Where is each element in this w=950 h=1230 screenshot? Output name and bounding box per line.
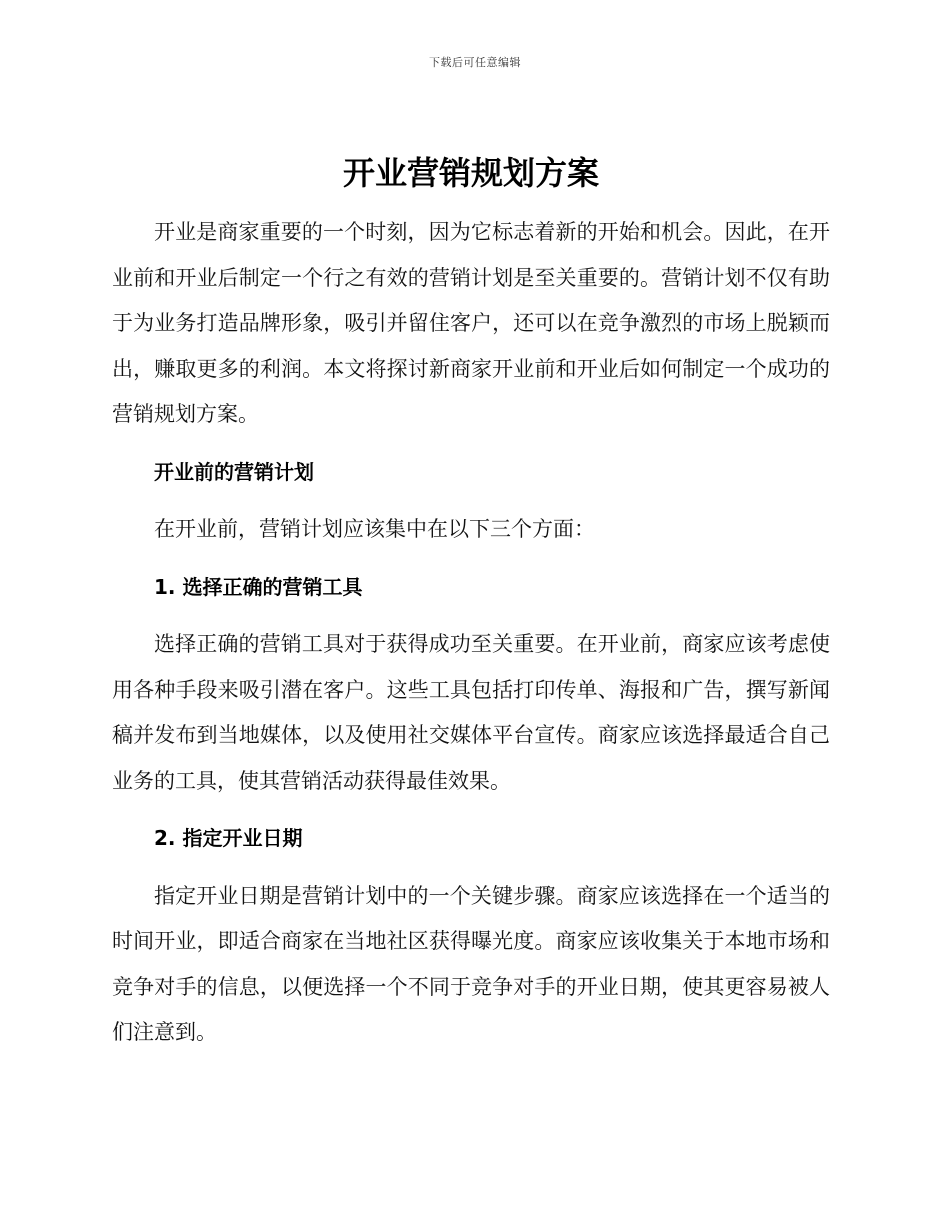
document-body	[112, 148, 830, 1056]
item-2-heading: 2. 指定开业日期	[154, 826, 303, 850]
paragraph-gap	[112, 438, 830, 450]
document-title: 开业营销规划方案	[342, 154, 599, 192]
section-heading: 开业前的营销计划	[154, 459, 314, 484]
item-1-body: 选择正确的营销工具对于获得成功至关重要。在开业前，商家应该考虑使用各种手段来吸引潜在客户。这些工具包括打印传单、海报和广告，撰写新闻稿并发布到当地媒体，以及使用社交媒体平台宣传。商家应该选择最适合自己业务的工具，使其营销活动获得最佳效果。	[112, 632, 830, 793]
paragraph-gap	[112, 610, 830, 622]
item-1-heading: 1. 选择正确的营销工具	[154, 574, 363, 599]
paragraph-gap	[112, 495, 830, 507]
paragraph-gap	[112, 553, 830, 565]
item-2-body: 指定开业日期是营销计划中的一个关键步骤。商家应该选择在一个适当的时间开业，即适合商家在当地社区获得曝光度。商家应该收集关于本地市场和竞争对手的信息，以便选择一个不同于竞争对手的开业日期，使其更容易被人们注意到。	[112, 883, 830, 1044]
intro-paragraph: 开业是商家重要的一个时刻，因为它标志着新的开始和机会。因此，在开业前和开业后制定一个行之有效的营销计划是至关重要的。营销计划不仅有助于为业务打造品牌形象，吸引并留住客户，还可以在竞争激烈的市场上脱颖而出，赚取更多的利润。本文将探讨新商家开业前和开业后如何制定一个成功的营销规划方案。	[112, 220, 830, 426]
paragraph-gap	[112, 804, 830, 816]
section-intro-paragraph: 在开业前，营销计划应该集中在以下三个方面：	[154, 517, 595, 541]
paragraph-gap	[112, 862, 830, 874]
header-note: 下载后可任意编辑	[429, 56, 521, 69]
